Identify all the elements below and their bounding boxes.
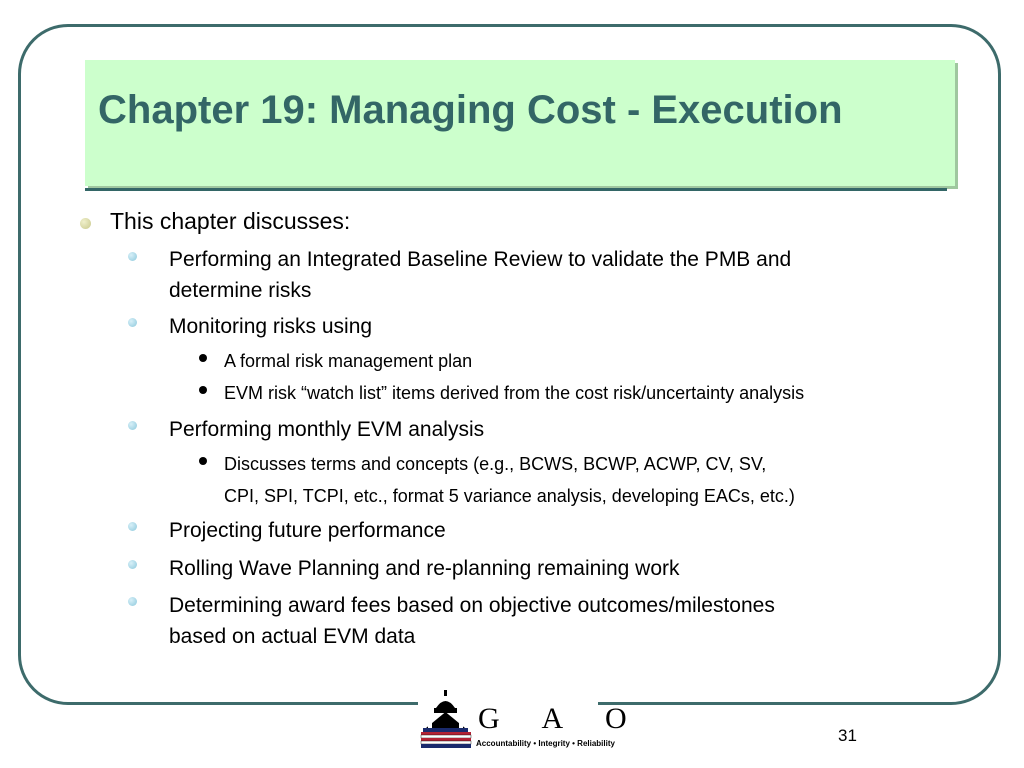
bullet-ibr: Performing an Integrated Baseline Review to validate the PMB and <box>169 248 792 271</box>
bullet-terms-continued: CPI, SPI, TCPI, etc., format 5 variance analysis, developing EACs, etc.) <box>224 486 795 506</box>
bullet-monitoring: Monitoring risks using <box>169 315 373 338</box>
capitol-building-icon <box>418 688 474 750</box>
gao-logo <box>418 688 645 750</box>
level2-bullet-icon <box>128 421 137 430</box>
bullet-award: Determining award fees based on objective outcomes/milestones <box>169 594 775 617</box>
page-number: 31 <box>838 726 857 745</box>
bullet-intro: This chapter discusses: <box>110 208 351 234</box>
level2-bullet-icon <box>128 560 137 569</box>
bullet-award-continued: based on actual EVM data <box>169 625 416 648</box>
level3-bullet-icon <box>199 457 207 465</box>
bullet-ibr-continued: determine risks <box>169 279 312 302</box>
bullet-terms: Discusses terms and concepts (e.g., BCWS, BCWP, ACWP, CV, SV, <box>224 454 767 474</box>
bullet-rolling: Rolling Wave Planning and re-planning remaining work <box>169 557 680 580</box>
level2-bullet-icon <box>128 522 137 531</box>
level2-bullet-icon <box>128 597 137 606</box>
bullet-watch-list: EVM risk “watch list” items derived from the cost risk/uncertainty analysis <box>224 383 805 403</box>
level2-bullet-icon <box>128 318 137 327</box>
logo-letters: G A O <box>478 702 645 735</box>
level3-bullet-icon <box>199 386 207 394</box>
logo-tagline: Accountability • Integrity • Reliability <box>476 739 615 748</box>
slide-title: Chapter 19: Managing Cost - Execution <box>98 88 843 132</box>
bullet-monthly: Performing monthly EVM analysis <box>169 418 485 441</box>
bullet-risk-plan: A formal risk management plan <box>224 351 473 371</box>
level3-bullet-icon <box>199 354 207 362</box>
level2-bullet-icon <box>128 252 137 261</box>
bullet-projecting: Projecting future performance <box>169 519 446 542</box>
level1-bullet-icon <box>80 218 91 229</box>
